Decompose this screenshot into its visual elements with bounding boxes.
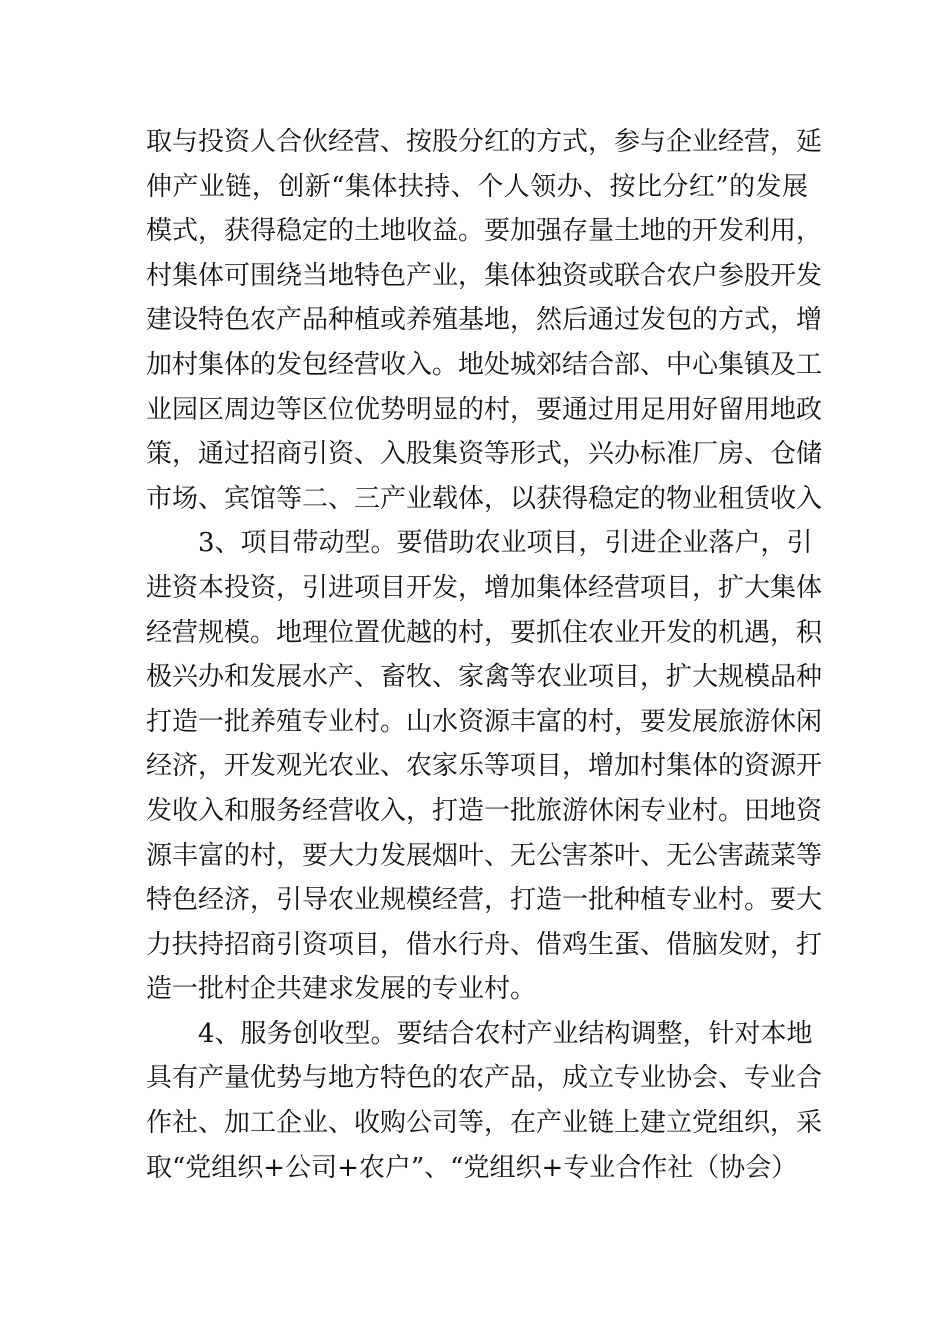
text-line: 经济，开发观光农业、农家乐等项目，增加村集体的资源开 bbox=[146, 751, 823, 782]
text-line: 造一批村企共建求发展的专业村。 bbox=[146, 974, 537, 1005]
text-line: 发收入和服务经营收入，打造一批旅游休闲专业村。田地资 bbox=[146, 795, 823, 826]
text-line: 打造一批养殖专业村。山水资源丰富的村，要发展旅游休闲 bbox=[146, 706, 823, 737]
text-line: 作社、加工企业、收购公司等，在产业链上建立党组织，采 bbox=[146, 1108, 823, 1139]
text-line: 取与投资人合伙经营、按股分红的方式，参与企业经营，延 bbox=[146, 127, 823, 157]
text-line: 经营规模。地理位置优越的村，要抓住农业开发的机遇，积 bbox=[146, 617, 823, 648]
text-line: 业园区周边等区位优势明显的村，要通过用足用好留用地政 bbox=[146, 394, 823, 425]
text-line: 市场、宾馆等二、三产业载体，以获得稳定的物业租赁收入 bbox=[146, 483, 823, 514]
paragraph-start-line: 4、服务创收型。要结合农村产业结构调整，针对本地 bbox=[198, 1018, 813, 1049]
text-line: 建设特色农产品种植或养殖基地，然后通过发包的方式，增 bbox=[146, 305, 823, 336]
text-line: 村集体可围绕当地特色产业，集体独资或联合农户参股开发 bbox=[146, 260, 823, 291]
text-line: 源丰富的村，要大力发展烟叶、无公害茶叶、无公害蔬菜等 bbox=[146, 840, 823, 871]
paragraph-start-line: 3、项目带动型。要借助农业项目，引进企业落户，引 bbox=[198, 528, 813, 559]
text-line: 力扶持招商引资项目，借水行舟、借鸡生蛋、借脑发财，打 bbox=[146, 929, 823, 960]
text-line: 具有产量优势与地方特色的农产品，成立专业协会、专业合 bbox=[146, 1063, 823, 1094]
text-line: 取“党组织+公司+农户”、“党组织+专业合作社（协会） bbox=[146, 1152, 798, 1183]
text-line: 模式，获得稳定的土地收益。要加强存量土地的开发利用， bbox=[146, 216, 823, 247]
text-line: 策，通过招商引资、入股集资等形式，兴办标准厂房、仓储 bbox=[146, 439, 823, 470]
text-line: 特色经济，引导农业规模经营，打造一批种植专业村。要大 bbox=[146, 885, 823, 916]
text-line: 伸产业链，创新“集体扶持、个人领办、按比分红”的发展 bbox=[146, 171, 808, 202]
text-line: 加村集体的发包经营收入。地处城郊结合部、中心集镇及工 bbox=[146, 349, 823, 380]
text-line: 极兴办和发展水产、畜牧、家禽等农业项目，扩大规模品种 bbox=[146, 662, 823, 693]
text-line: 进资本投资，引进项目开发，增加集体经营项目，扩大集体 bbox=[146, 572, 823, 603]
document-body bbox=[146, 120, 823, 1190]
